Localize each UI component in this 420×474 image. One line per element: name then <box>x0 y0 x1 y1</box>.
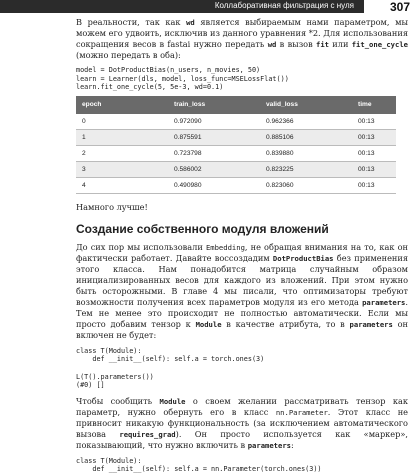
table-cell: 0.972090 <box>168 114 260 130</box>
table-cell: 00:13 <box>352 129 396 145</box>
table-cell: 00:13 <box>352 161 396 177</box>
table-cell: 3 <box>76 161 168 177</box>
table-row <box>76 114 396 130</box>
table-cell: 0.823060 <box>260 177 352 193</box>
table-cell: 0.723798 <box>168 145 260 161</box>
table-cell: 1 <box>76 129 168 145</box>
table-cell: 00:13 <box>352 114 396 130</box>
body-paragraph: Чтобы сообщить Module о своем желании рассматривать тензор как параметр, нужно обернуть его в класс nn.Parameter. Этот класс не привносит никакую функциональность (за исключением автоматического вызова requires_grad). Он просто используется как «маркер», показывающий, что нужно включить в parameters: <box>76 395 409 450</box>
column-header: time <box>352 96 396 114</box>
table-row <box>76 161 396 177</box>
running-header <box>0 0 420 13</box>
column-header: valid_loss <box>260 96 352 114</box>
table-row <box>76 177 396 193</box>
body-paragraph: До сих пор мы использовали Embedding, не обращая внимания на то, как он фактически работает. Давайте воссоздадим DotProductBias без применения этого класса. Нам понадобится матрица случайным образом инициализированных весов для каждого из вложений. При этом нужно быть осторожными. В главе 4 мы писали, что оптимизаторы требуют возможности получения всех параметров модуля из его метода parameters. Тем не менее это происходит не полностью автоматически. Если мы просто добавим тензор к Module в качестве атрибута, то в parameters он включен не будет: <box>76 241 408 340</box>
code-block-training: model = DotProductBias(n_users, n_movies, 50) learn = Learner(dls, model, loss_func=MSELossFlat()) learn.fit_one_cycle(5, 5e-3, wd=0.1) <box>76 66 289 92</box>
table-cell: 0.875591 <box>168 129 260 145</box>
table-cell: 00:13 <box>352 145 396 161</box>
table-cell: 0.962366 <box>260 114 352 130</box>
running-title: Коллаборативная фильтрация с нуля <box>214 1 354 10</box>
training-results-table <box>76 96 396 194</box>
intro-paragraph: В реальности, так как wd является выбираемым нами параметром, мы можем его удвоить, исключив из данного уравнения *2. Для использования сокращения весов в fastai нужно передать wd в вызов fit или fit_one_cycle (можно передать в оба): <box>76 17 408 60</box>
code-block-parameter: class T(Module): def __init__(self): self.a = nn.Parameter(torch.ones(3)) <box>76 456 322 474</box>
page-content <box>76 17 408 474</box>
table-cell: 0.839880 <box>260 145 352 161</box>
table-row <box>76 145 396 161</box>
table-cell: 4 <box>76 177 168 193</box>
table-cell: 0.823225 <box>260 161 352 177</box>
section-heading: Создание собственного модуля вложений <box>76 221 329 236</box>
table-cell: 0.490980 <box>168 177 260 193</box>
table-row <box>76 129 396 145</box>
result-comment: Намного лучше! <box>76 201 148 212</box>
code-block-module: class T(Module): def __init__(self): self.a = torch.ones(3) L(T().parameters()) (#0) [] <box>76 346 265 390</box>
table-header-row <box>76 96 396 114</box>
table-cell: 0 <box>76 114 168 130</box>
column-header: epoch <box>76 96 168 114</box>
table-cell: 2 <box>76 145 168 161</box>
table-cell: 0.885106 <box>260 129 352 145</box>
table-cell: 00:13 <box>352 177 396 193</box>
table-cell: 0.586002 <box>168 161 260 177</box>
column-header: train_loss <box>168 96 260 114</box>
page-number: 307 <box>389 0 410 14</box>
